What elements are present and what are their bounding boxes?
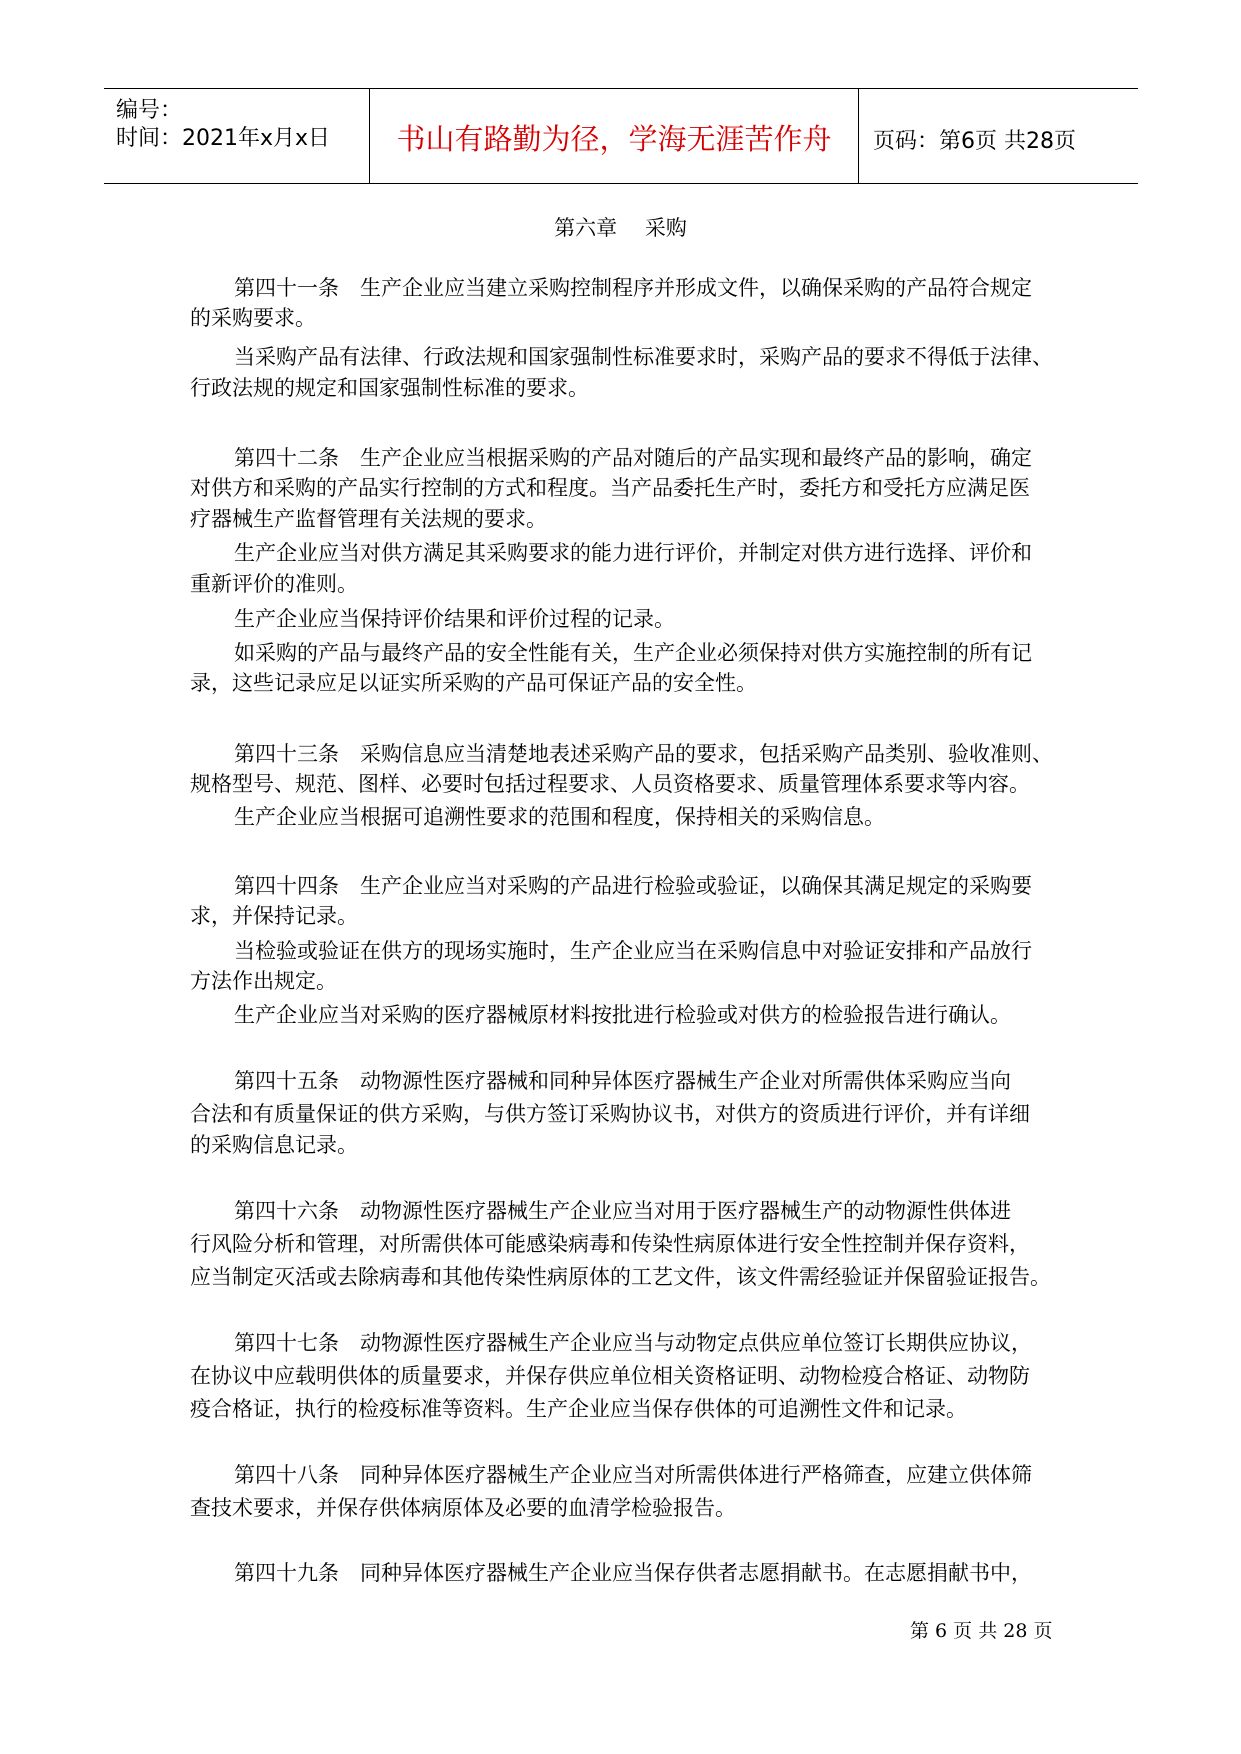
- text-line: 疫合格证，执行的检疫标准等资料。生产企业应当保存供体的可追溯性文件和记录。: [190, 1397, 967, 1421]
- text-line: 方法作出规定。: [190, 969, 337, 993]
- text-line: 第四十二条 生产企业应当根据采购的产品对随后的产品实现和最终产品的影响，确定: [234, 446, 1032, 470]
- text-line: 求，并保持记录。: [190, 904, 358, 928]
- chapter-title: 第六章 采购: [554, 216, 687, 240]
- header-info-cell: [104, 89, 370, 183]
- text-line: 如采购的产品与最终产品的安全性能有关，生产企业必须保持对供方实施控制的所有记: [234, 641, 1032, 665]
- text-line: 行政法规的规定和国家强制性标准的要求。: [190, 376, 589, 400]
- text-line: 查技术要求，并保存供体病原体及必要的血清学检验报告。: [190, 1496, 736, 1520]
- text-line: 重新评价的准则。: [190, 572, 358, 596]
- text-line: 的采购要求。: [190, 306, 316, 330]
- document-header: [104, 88, 1138, 184]
- text-line: 在协议中应载明供体的质量要求，并保存供应单位相关资格证明、动物检疫合格证、动物防: [190, 1364, 1030, 1388]
- text-line: 规格型号、规范、图样、必要时包括过程要求、人员资格要求、质量管理体系要求等内容。: [190, 772, 1030, 796]
- document-number-label: 编号：: [116, 98, 183, 123]
- text-line: 对供方和采购的产品实行控制的方式和程度。当产品委托生产时，委托方和受托方应满足医: [190, 476, 1030, 500]
- text-line: 生产企业应当保持评价结果和评价过程的记录。: [234, 607, 675, 631]
- text-line: 第四十三条 采购信息应当清楚地表述采购产品的要求，包括采购产品类别、验收准则、: [234, 742, 1053, 766]
- text-line: 疗器械生产监督管理有关法规的要求。: [190, 507, 547, 531]
- text-line: 第四十四条 生产企业应当对采购的产品进行检验或验证，以确保其满足规定的采购要: [234, 874, 1032, 898]
- text-line: 生产企业应当根据可追溯性要求的范围和程度，保持相关的采购信息。: [234, 805, 885, 829]
- text-line: 当检验或验证在供方的现场实施时，生产企业应当在采购信息中对验证安排和产品放行: [234, 939, 1032, 963]
- text-line: 当采购产品有法律、行政法规和国家强制性标准要求时，采购产品的要求不得低于法律、: [234, 345, 1053, 369]
- text-line: 第四十九条 同种异体医疗器械生产企业应当保存供者志愿捐献书。在志愿捐献书中，: [234, 1561, 1032, 1585]
- text-line: 生产企业应当对供方满足其采购要求的能力进行评价，并制定对供方进行选择、评价和: [234, 541, 1032, 565]
- page-footer: 第 6 页 共 28 页: [910, 1620, 1053, 1642]
- text-line: 第四十一条 生产企业应当建立采购控制程序并形成文件，以确保采购的产品符合规定: [234, 276, 1032, 300]
- header-page-label: 页码：第6页 共28页: [873, 129, 1076, 154]
- document-time-label: 时间：2021年x月x日: [116, 126, 331, 151]
- header-motto-cell: [370, 89, 859, 183]
- text-line: 第四十六条 动物源性医疗器械生产企业应当对用于医疗器械生产的动物源性供体进: [234, 1199, 1011, 1223]
- text-line: 第四十七条 动物源性医疗器械生产企业应当与动物定点供应单位签订长期供应协议，: [234, 1331, 1032, 1355]
- text-line: 第四十八条 同种异体医疗器械生产企业应当对所需供体进行严格筛查，应建立供体筛: [234, 1463, 1032, 1487]
- text-line: 应当制定灭活或去除病毒和其他传染性病原体的工艺文件，该文件需经验证并保留验证报告。: [190, 1265, 1051, 1289]
- header-page-cell: [859, 89, 1138, 183]
- text-line: 生产企业应当对采购的医疗器械原材料按批进行检验或对供方的检验报告进行确认。: [234, 1003, 1011, 1027]
- text-line: 的采购信息记录。: [190, 1133, 358, 1157]
- text-line: 合法和有质量保证的供方采购，与供方签订采购协议书，对供方的资质进行评价，并有详细: [190, 1102, 1030, 1126]
- text-line: 第四十五条 动物源性医疗器械和同种异体医疗器械生产企业对所需供体采购应当向: [234, 1069, 1011, 1093]
- text-line: 行风险分析和管理，对所需供体可能感染病毒和传染性病原体进行安全性控制并保存资料，: [190, 1232, 1030, 1256]
- text-line: 录，这些记录应足以证实所采购的产品可保证产品的安全性。: [190, 671, 757, 695]
- header-motto: 书山有路勤为径，学海无涯苦作舟: [396, 122, 832, 156]
